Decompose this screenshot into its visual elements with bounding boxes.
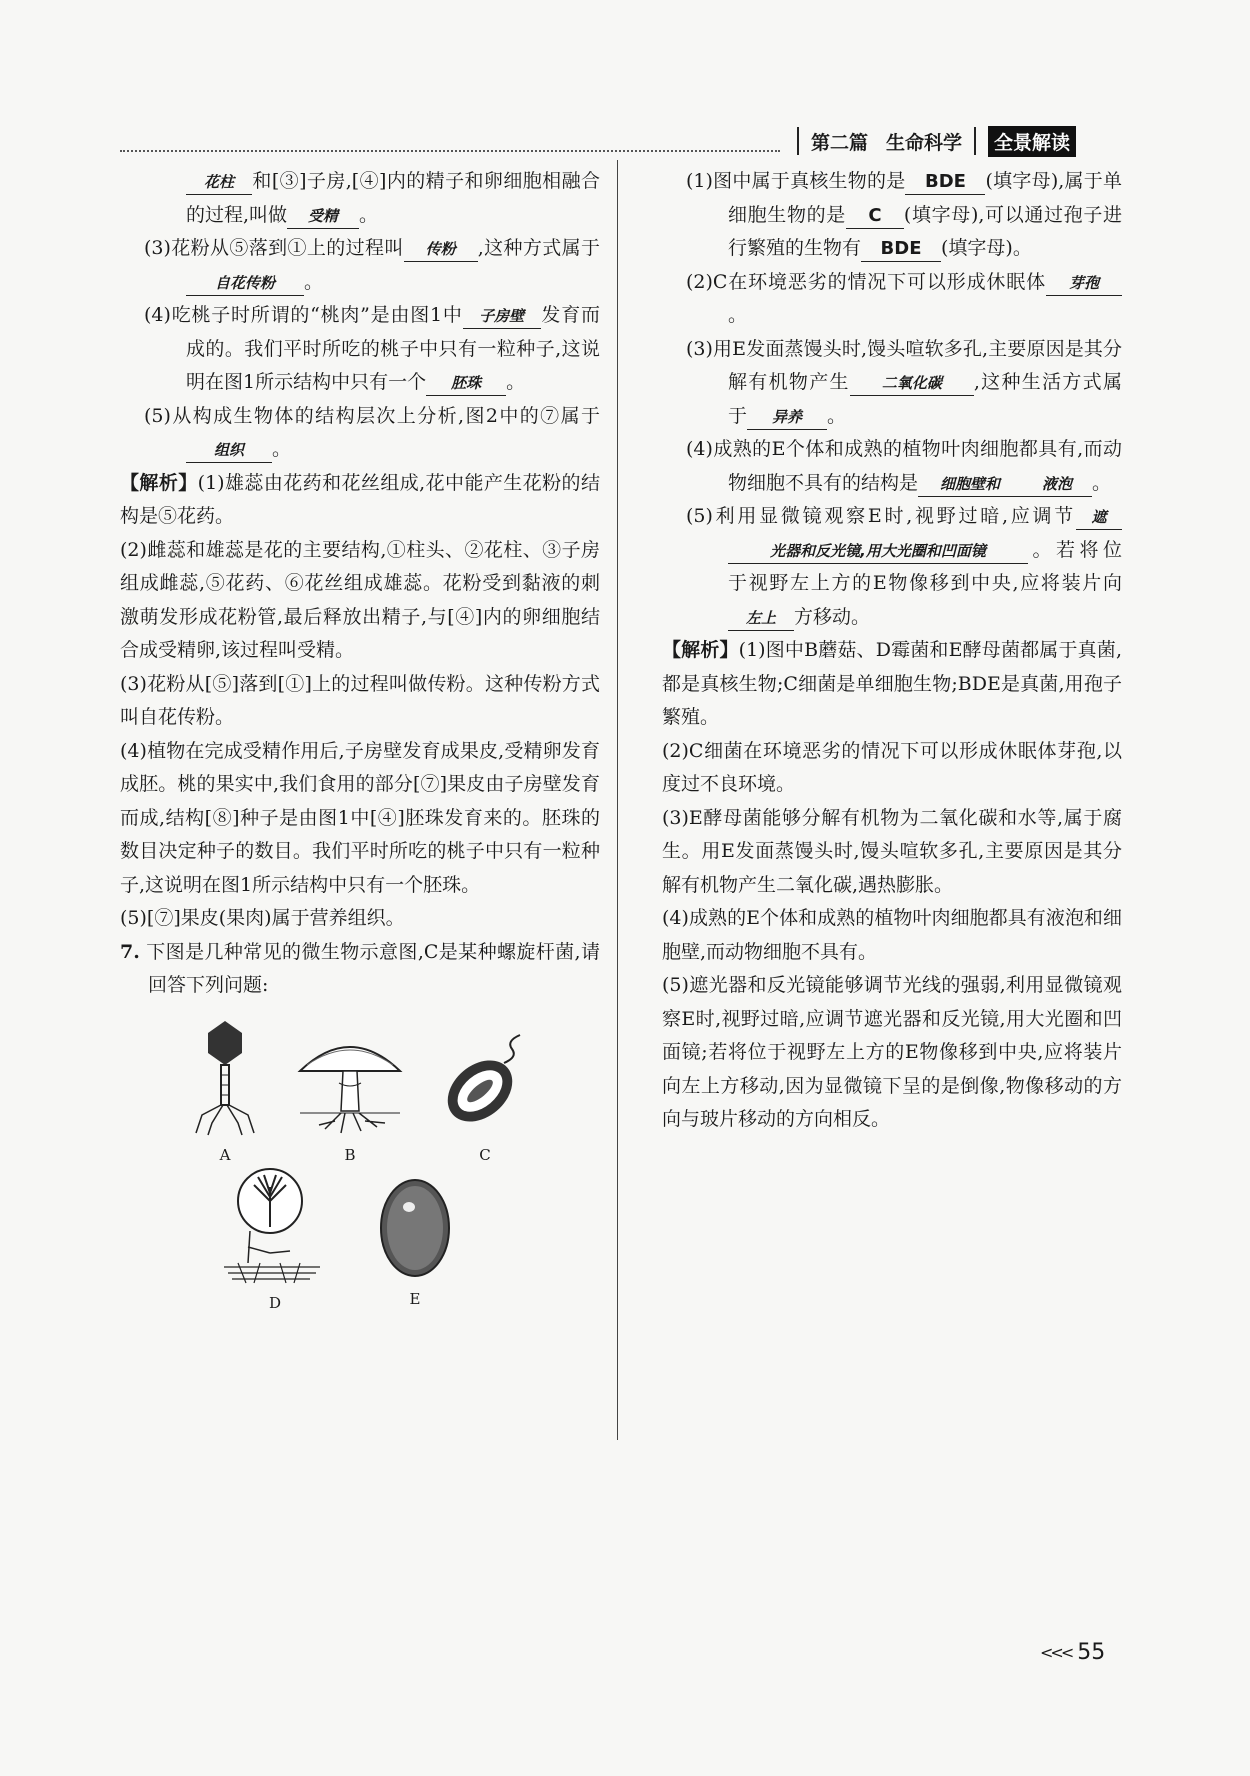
answer-blank: 液泡 [1022,472,1092,497]
analysis-1: 【解析】(1)图中B蘑菇、D霉菌和E酵母菌都属于真菌,都是真核生物;C细菌是单细胞生物;BDE是真菌,用孢子繁殖。 [662,639,1122,728]
question-7: 7. 下图是几种常见的微生物示意图,C是某种螺旋杆菌,请回答下列问题: [120,940,600,996]
q6-part2-tail: 花柱 和[③]子房,[④]内的精子和卵细胞相融合的过程,叫做 受精 。 [120,165,600,232]
yeast-cell-icon [375,1173,455,1283]
figure-d-mold [220,1167,330,1321]
analysis-5: (5)遮光器和反光镜能够调节光线的强弱,利用显微镜观察E时,视野过暗,应调节遮光器和反光镜,用大光圈和凹面镜;若将位于视野左上方的E物像移到中央,应将装片向左上方移动,因为显微镜下呈的是倒像,物像移动的方向与玻片移动的方向相反。 [662,974,1122,1130]
answer-blank: 光器和反光镜,用大光圈和凹面镜 [728,539,1028,564]
analysis-2: (2)雌蕊和雄蕊是花的主要结构,①柱头、②花柱、③子房组成雌蕊,⑤花药、⑥花丝组成雄蕊。花粉受到黏液的刺激萌发形成花粉管,最后释放出精子,与[④]内的卵细胞结合成受精卵,该过程叫受精。 [120,538,600,661]
mushroom-icon [295,1029,405,1139]
analysis-label: 【解析】 [662,639,739,661]
page-number: 55 [1077,1640,1106,1665]
bacteriophage-icon [190,1019,260,1139]
left-column [120,165,600,1323]
header-badge: 全景解读 [988,126,1076,157]
analysis-4: (4)植物在完成受精作用后,子房壁发育成果皮,受精卵发育成胚。桃的果实中,我们食用的部分[⑦]果皮由子房壁发育而成,结构[⑧]种子是由图1中[④]胚珠发育来的。胚珠的数目决定种子的数目。我们平时所吃的桃子中只有一粒种子,这说明在图1所示结构中只有一个胚珠。 [120,739,600,896]
answer-blank: 二氧化碳 [850,371,974,396]
figure-e-yeast [370,1173,460,1317]
answer-blank: 细胞壁和 [918,472,1022,497]
page-arrows-icon: <<< [1040,1643,1072,1662]
analysis-3: (3)E酵母菌能够分解有机物为二氧化碳和水等,属于腐生。用E发面蒸馒头时,馒头喧软多孔,主要原因是其分解有机物产生二氧化碳,遇热膨胀。 [662,806,1122,896]
figure-a-virus [180,1019,270,1173]
analysis-5: (5)[⑦]果皮(果肉)属于营养组织。 [120,907,405,929]
header-part: 第二篇 [811,131,869,154]
q7-part3: (3)用E发面蒸馒头时,馒头喧软多孔,主要原因是其分解有机物产生 二氧化碳 ,这种生活方式属于 异养 。 [662,333,1122,434]
header-dotted-rule [120,150,780,152]
header-divider [974,127,976,155]
q7-part2: (2)C在环境恶劣的情况下可以形成休眠体 芽孢。 [662,266,1122,333]
question-number: 7. [120,940,140,963]
q6-part4: (4)吃桃子时所谓的“桃肉”是由图1中 子房壁 发育而成的。我们平时所吃的桃子中只有一粒种子,这说明在图1所示结构中只有一个 胚珠 。 [120,299,600,400]
right-column [662,165,1122,1137]
answer-blank: 异养 [747,405,827,430]
answer-blank: BDE [905,170,985,195]
analysis-label: 【解析】 [120,471,198,494]
figure-label: D [268,1293,282,1312]
answer-blank: 传粉 [404,237,478,262]
figure-label: C [479,1145,491,1164]
page-footer [1040,1640,1105,1665]
answer-blank: 芽孢 [1046,271,1122,296]
analysis-2: (2)C细菌在环境恶劣的情况下可以形成休眠体芽孢,以度过不良环境。 [662,739,1122,795]
figure-label: E [409,1289,421,1308]
answer-blank: 左上 [728,606,794,631]
answer-blank: 受精 [287,204,359,229]
answer-blank: C [846,204,904,229]
mold-icon [220,1167,330,1287]
column-divider [617,160,618,1440]
spiral-bacterium-icon [440,1029,530,1139]
answer-blank: 组织 [186,438,272,463]
answer-blank: 遮 [1076,505,1122,530]
analysis-4: (4)成熟的E个体和成熟的植物叶肉细胞都具有液泡和细胞壁,而动物细胞不具有。 [662,907,1122,963]
q6-part5: (5)从构成生物体的结构层次上分析,图2中的⑦属于组织 。 [120,400,600,467]
microbe-figures [120,1003,600,1323]
figure-label: B [344,1145,356,1164]
q7-part5: (5)利用显微镜观察E时,视野过暗,应调节 遮光器和反光镜,用大光圈和凹面镜 。若将位于视野左上方的E物像移到中央,应将装片向左上 方移动。 [662,500,1122,634]
header-divider [797,127,799,155]
answer-blank: 胚珠 [426,371,506,396]
answer-blank: 花柱 [186,170,252,195]
answer-blank: BDE [861,237,941,262]
analysis-3: (3)花粉从[⑤]落到[①]上的过程叫做传粉。这种传粉方式叫自花传粉。 [120,672,600,728]
figure-label: A [219,1145,231,1164]
page-header [785,124,1076,158]
header-subject: 生命科学 [886,131,963,154]
answer-blank: 子房壁 [463,304,541,329]
figure-c-bacterium [440,1029,530,1173]
analysis-1: 【解析】(1)雄蕊由花药和花丝组成,花中能产生花粉的结构是⑤花药。 [120,471,600,527]
q7-part1: (1)图中属于真核生物的是 BDE (填字母),属于单细胞生物的是 C (填字母),可以通过孢子进行繁殖的生物有 BDE (填字母)。 [662,165,1122,266]
answer-blank: 自花传粉 [186,271,304,296]
q6-part3: (3)花粉从⑤落到①上的过程叫 传粉 ,这种方式属于自花传粉 。 [120,232,600,299]
figure-b-mushroom [290,1029,410,1173]
q7-part4: (4)成熟的E个体和成熟的植物叶肉细胞都具有,而动物细胞不具有的结构是 细胞壁和 液泡 。 [662,433,1122,500]
